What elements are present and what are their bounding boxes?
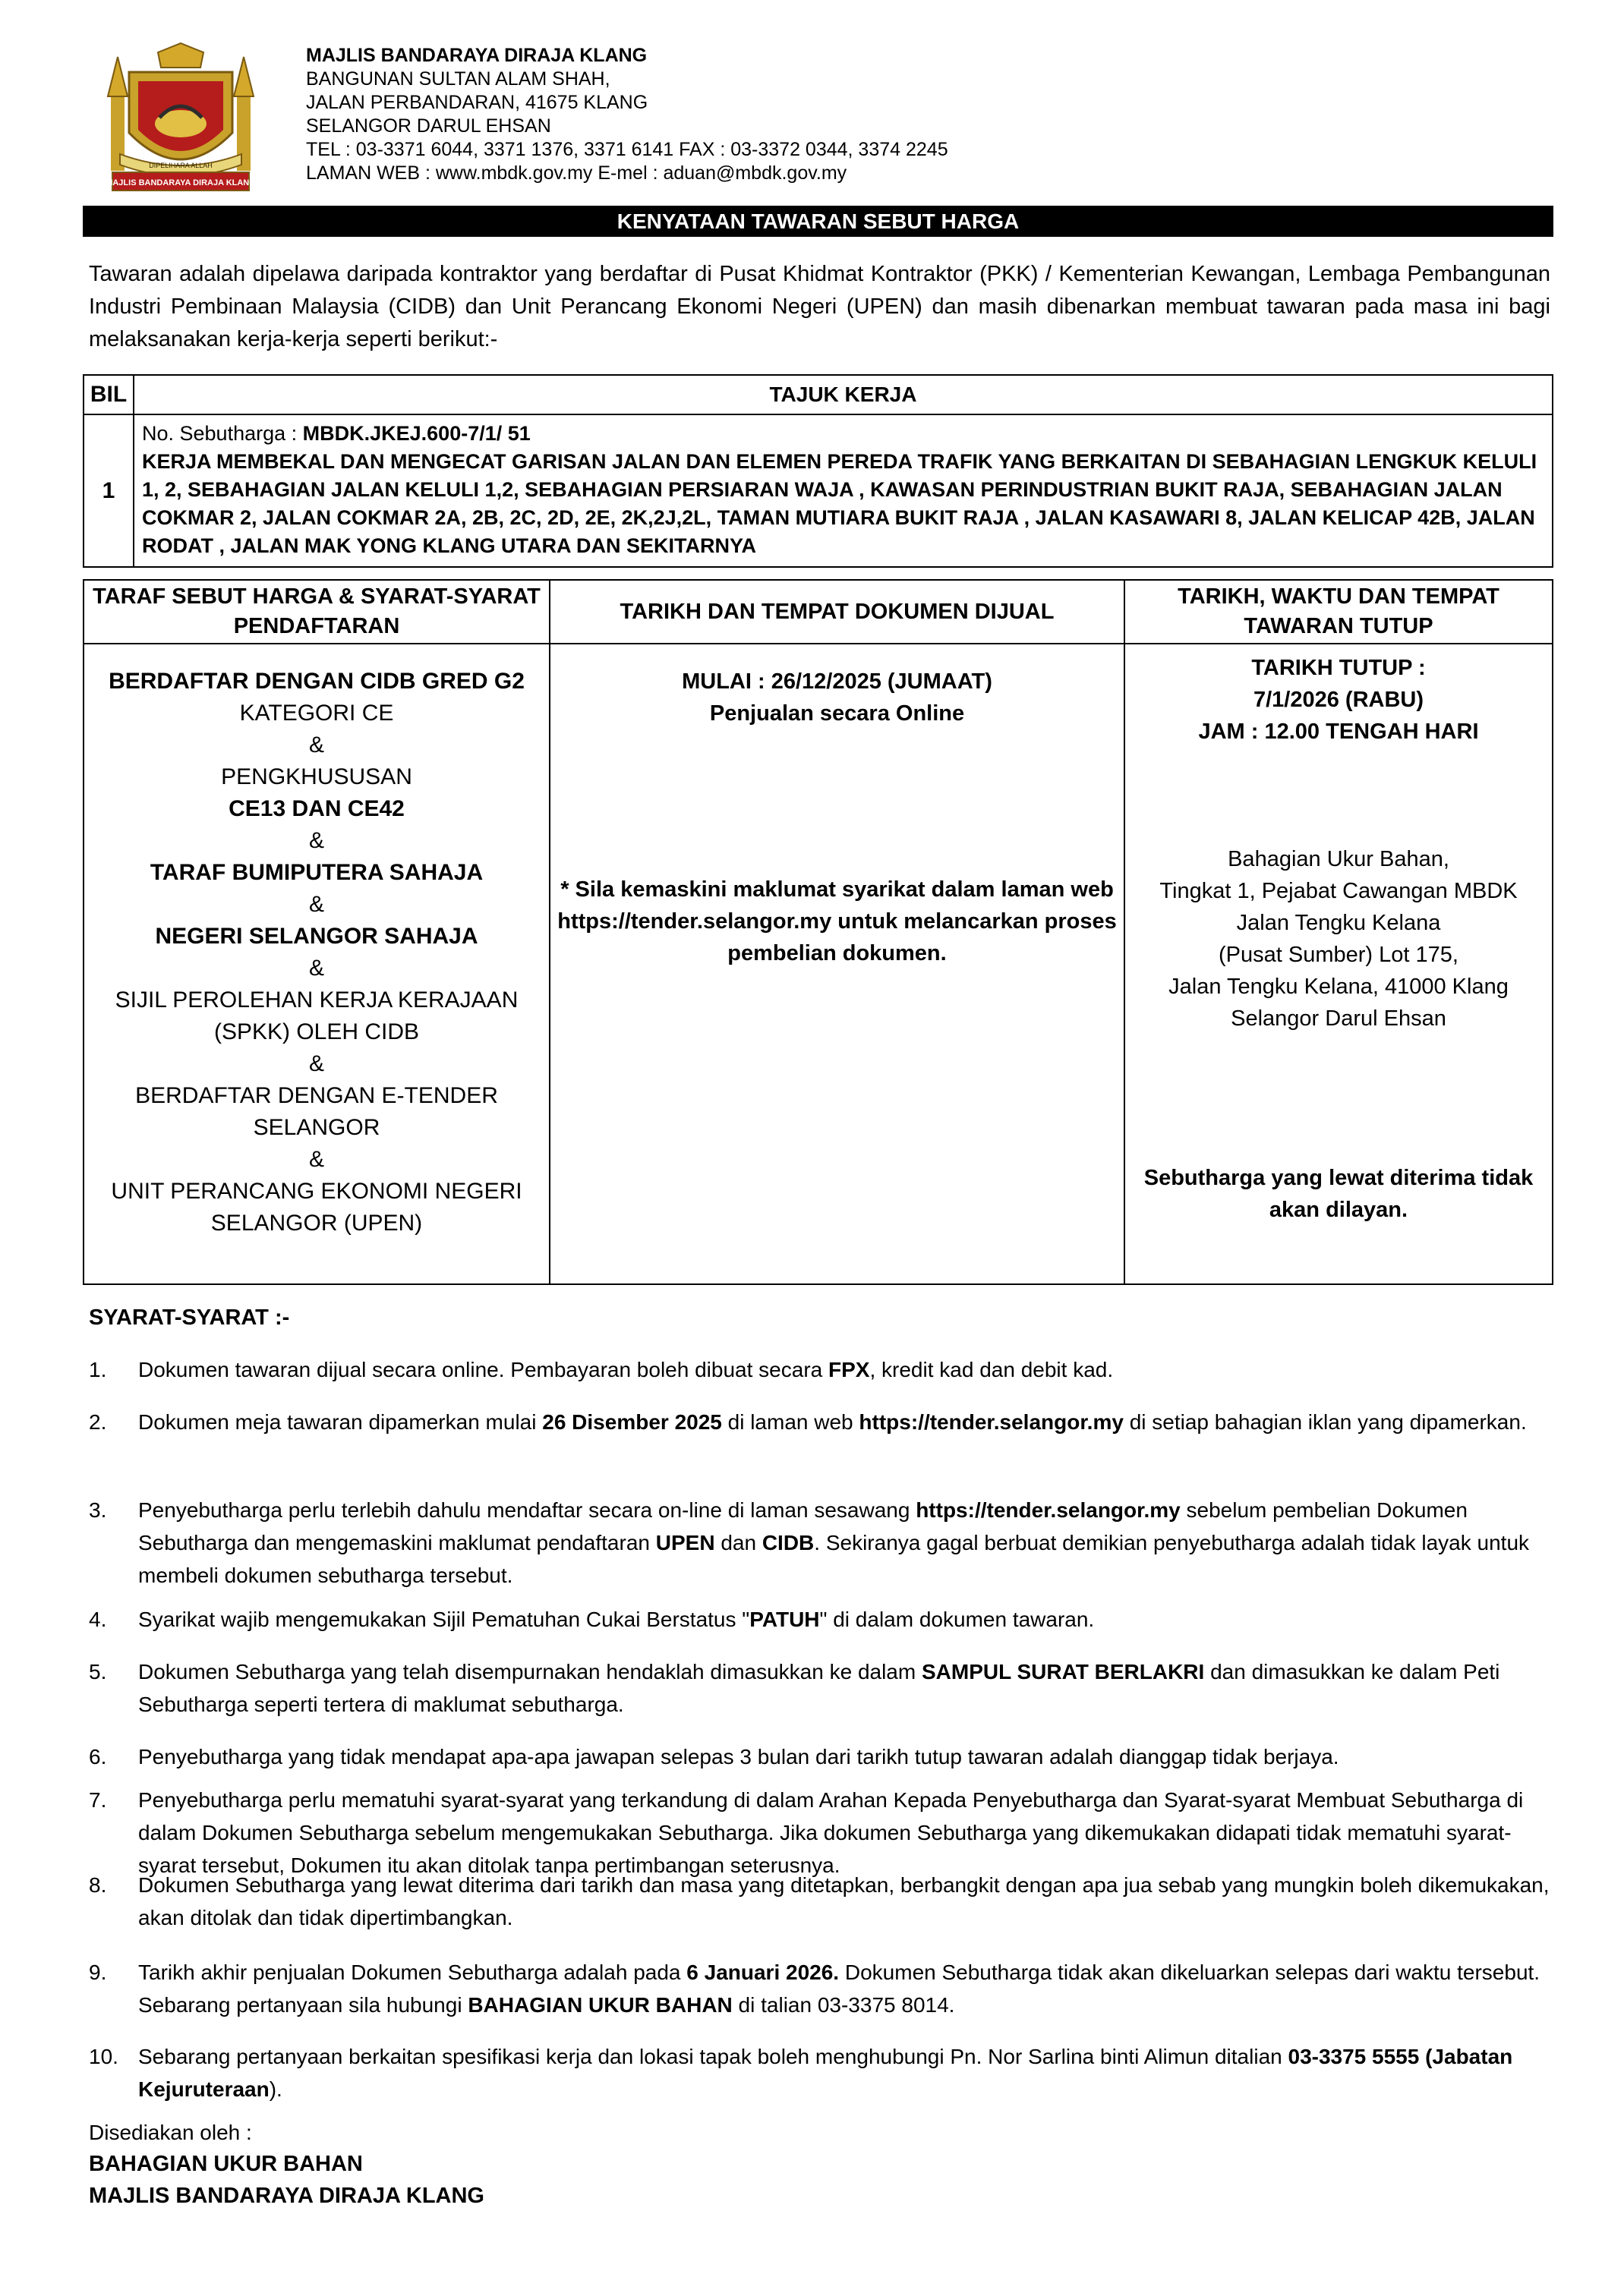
condition-text [138,1603,1550,1636]
quotation-reference [142,420,1544,448]
closing-place-line: (Pusat Sumber) Lot 175, [1219,943,1458,967]
closing-time: JAM : 12.00 TENGAH HARI [1198,720,1479,744]
closing-place-line: Jalan Tengku Kelana [1236,911,1441,935]
condition-segment: " di dalam dokumen tawaran. [819,1608,1095,1631]
requirement-line: & [308,892,324,917]
intro-paragraph: Tawaran adalah dipelawa daripada kontraktor yang berdaftar di Pusat Khidmat Kontraktor (PKK) / Kementerian Kewangan, Lembaga Pembangunan Industri Pembinaan Malaysia (CIDB) dan Unit Perancang Ekonomi Negeri (UPEN) dan masih dibenarkan membuat tawaran pada masa ini bagi melaksanakan kerja-kerja seperti berikut:- [89,262,1550,351]
condition-emphasis: 6 Januari 2026. [686,1961,840,1984]
requirement-line: SELANGOR (UPEN) [210,1211,423,1236]
column-header-bil: BIL [84,375,134,414]
late-submission-note: Sebutharga yang lewat diterima tidak akan dilayan. [1143,1166,1534,1222]
condition-segment: ). [269,2077,282,2101]
condition-segment: Tarikh akhir penjualan Dokumen Sebutharga adalah pada [138,1961,687,1984]
web-email-line: LAMAN WEB : www.mbdk.gov.my E-mel : aduan@mbdk.gov.my [306,162,847,184]
requirement-line: BERDAFTAR DENGAN CIDB GRED G2 [109,669,525,694]
closing-date: 7/1/2026 (RABU) [1253,688,1424,712]
condition-number: 6. [89,1745,107,1768]
condition-segment: Dokumen meja tawaran dipamerkan mulai [138,1410,543,1434]
address-line-2: JALAN PERBANDARAN, 41675 KLANG [306,92,648,113]
condition-text [138,1494,1550,1592]
condition-emphasis: CIDB [762,1531,815,1554]
condition-segment: Dokumen tawaran dijual secara online. Pembayaran boleh dibuat secara [138,1358,828,1381]
condition-segment: dan dimasukkan ke dalam Peti Sebutharga seperti tertera di maklumat sebutharga. [138,1660,1500,1716]
work-title-table [83,374,1553,568]
condition-segment: Dokumen Sebutharga tidak akan dikeluarkan selepas dari waktu tersebut. Sebarang pertanyaan sila hubungi [138,1961,1540,2017]
condition-number: 4. [89,1608,107,1631]
condition-number: 9. [89,1961,107,1984]
requirement-line: SIJIL PEROLEHAN KERJA KERAJAAN [115,987,519,1013]
prepared-by-block [89,2118,484,2212]
requirement-line: & [308,828,324,853]
condition-segment: di setiap bahagian iklan yang dipamerkan. [1123,1410,1527,1434]
closing-place-line: Bahagian Ukur Bahan, [1228,847,1449,871]
condition-segment: Penyebutharga perlu mematuhi syarat-syarat yang terkandung di dalam Arahan Kepada Penyebutharga dan Syarat-syarat Membuat Sebutharga di dalam Dokumen Sebutharga sebelum mengemukakan Sebutharga. Jika dokumen Sebutharga yang dikemukakan didapati tidak mematuhi syarat-syarat tersebut, Dokumen itu akan ditolak tanpa pertimbangan seterusnya. [138,1788,1524,1877]
requirement-line: & [308,1147,324,1172]
condition-text [138,2040,1550,2105]
condition-emphasis: 26 Disember 2025 [542,1410,722,1434]
condition-emphasis: https://tender.selangor.my [916,1498,1181,1522]
prepared-by-department: BAHAGIAN UKUR BAHAN [89,2152,363,2176]
condition-number: 1. [89,1358,107,1381]
closing-place-line: Jalan Tengku Kelana, 41000 Klang [1168,975,1509,999]
requirement-line: & [308,1051,324,1076]
sale-start-date: MULAI : 26/12/2025 (JUMAAT) [682,669,992,694]
closing-details-cell [1124,644,1553,1284]
address-line-1: BANGUNAN SULTAN ALAM SHAH, [306,68,610,90]
crest-banner-text: MAJLIS BANDARAYA DIRAJA KLANG [106,178,256,187]
condition-text [138,1956,1550,2021]
sale-note: * Sila kemaskini maklumat syarikat dalam laman web https://tender.selangor.my untuk melancarkan proses pembelian dokumen. [557,877,1117,965]
condition-segment: di laman web [721,1410,859,1434]
requirement-line: TARAF BUMIPUTERA SAHAJA [150,860,484,885]
quotation-ref-label: No. Sebutharga : [142,422,303,445]
row-number: 1 [84,414,134,567]
condition-emphasis: UPEN [655,1531,715,1554]
condition-segment: Penyebutharga yang tidak mendapat apa-apa jawapan selepas 3 bulan dari tarikh tutup tawaran adalah dianggap tidak berjaya. [138,1745,1339,1768]
document-title: KENYATAAN TAWARAN SEBUT HARGA [83,206,1553,237]
condition-segment: Sebarang pertanyaan berkaitan spesifikasi kerja dan lokasi tapak boleh menghubungi Pn. Nor Sarlina binti Alimun ditalian [138,2045,1288,2068]
crest-ribbon-text: DIPELIHARA ALLAH [149,162,213,169]
requirement-line: SELANGOR [253,1115,380,1140]
prepared-by-label: Disediakan oleh : [89,2121,252,2144]
council-crest-logo [105,42,257,194]
sale-mode: Penjualan secara Online [709,701,965,726]
address-line-3: SELANGOR DARUL EHSAN [306,115,551,137]
condition-segment: Penyebutharga perlu terlebih dahulu mendaftar secara on-line di laman sesawang [138,1498,916,1522]
requirements-list [85,666,548,1239]
condition-number: 3. [89,1498,107,1522]
condition-emphasis: FPX [828,1358,870,1381]
column-header-tajuk-kerja: TAJUK KERJA [134,375,1553,414]
column-header-closing: TARIKH, WAKTU DAN TEMPAT TAWARAN TUTUP [1124,580,1553,644]
condition-segment: . Sekiranya gagal berbuat demikian penyebutharga adalah tidak layak untuk membeli dokumen sebutharga tersebut. [138,1531,1530,1587]
organisation-name: MAJLIS BANDARAYA DIRAJA KLANG [306,45,648,66]
condition-segment: di talian 03-3375 8014. [732,1993,955,2017]
condition-emphasis: PATUH [749,1608,820,1631]
condition-segment: , kredit kad dan debit kad. [869,1358,1114,1381]
conditions-heading: SYARAT-SYARAT :- [89,1305,290,1330]
condition-text [138,1869,1550,1934]
prepared-by-organisation: MAJLIS BANDARAYA DIRAJA KLANG [89,2184,484,2208]
requirement-line: KATEGORI CE [239,701,394,726]
work-title: KERJA MEMBEKAL DAN MENGECAT GARISAN JALAN DAN ELEMEN PEREDA TRAFIK YANG BERKAITAN DI SEBAHAGIAN LENGKUK KELULI 1, 2, SEBAHAGIAN JALAN KELULI 1,2, SEBAHAGIAN PERSIARAN WAJA , KAWASAN PERINDUSTRIAN BUKIT RAJA, SEBAHAGIAN JALAN COKMAR 2, JALAN COKMAR 2A, 2B, 2C, 2D, 2E, 2K,2J,2L, TAMAN MUTIARA BUKIT RAJA , JALAN KASAWARI 8, JALAN KELICAP 42B, JALAN RODAT , JALAN MAK YONG KLANG UTARA DAN SEKITARNYA [142,450,1537,557]
requirement-line: UNIT PERANCANG EKONOMI NEGERI [111,1179,522,1204]
quotation-details-table [83,579,1553,1285]
condition-text [138,1740,1550,1773]
condition-number: 10. [89,2045,118,2068]
condition-number: 2. [89,1410,107,1434]
requirement-line: & [308,956,324,981]
condition-number: 8. [89,1873,107,1897]
condition-segment: dan [714,1531,762,1554]
condition-segment: Dokumen Sebutharga yang telah disempurnakan hendaklah dimasukkan ke dalam [138,1660,922,1683]
requirement-line: BERDAFTAR DENGAN E-TENDER [135,1083,498,1108]
condition-text [138,1784,1550,1882]
condition-number: 7. [89,1788,107,1812]
condition-emphasis: https://tender.selangor.my [859,1410,1124,1434]
condition-number: 5. [89,1660,107,1683]
condition-emphasis: 03-3375 5555 (Jabatan Kejuruteraan [138,2045,1513,2101]
registration-requirements-cell [84,644,550,1284]
contact-line: TEL : 03-3371 6044, 3371 1376, 3371 6141 FAX : 03-3372 0344, 3374 2245 [306,139,948,160]
requirement-line: NEGERI SELANGOR SAHAJA [155,924,478,949]
condition-segment: Dokumen Sebutharga yang lewat diterima dari tarikh dan masa yang ditetapkan, berbangkit dengan apa jua sebab yang mungkin boleh dikemukakan, akan ditolak dan tidak dipertimbangkan. [138,1873,1550,1929]
column-header-document-sale: TARIKH DAN TEMPAT DOKUMEN DIJUAL [550,580,1124,644]
requirement-line: CE13 DAN CE42 [229,796,405,821]
closing-place-line: Tingkat 1, Pejabat Cawangan MBDK [1159,879,1518,903]
closing-label: TARIKH TUTUP : [1251,656,1426,680]
closing-place-line: Selangor Darul Ehsan [1231,1006,1446,1031]
quotation-ref-number: MBDK.JKEJ.600-7/1/ 51 [302,422,531,445]
document-sale-cell [550,644,1124,1284]
requirement-line: & [308,732,324,757]
condition-text [138,1353,1550,1386]
requirement-line: (SPKK) OLEH CIDB [213,1019,420,1044]
column-header-registration: TARAF SEBUT HARGA & SYARAT-SYARAT PENDAFTARAN [84,580,550,644]
requirement-line: PENGKHUSUSAN [221,764,412,789]
condition-text [138,1406,1550,1438]
condition-text [138,1655,1550,1721]
condition-emphasis: BAHAGIAN UKUR BAHAN [468,1993,733,2017]
condition-segment: sebelum pembelian Dokumen Sebutharga dan mengemaskini maklumat pendaftaran [138,1498,1468,1554]
condition-emphasis: SAMPUL SURAT BERLAKRI [921,1660,1205,1683]
work-description-cell [134,414,1553,567]
condition-segment: Syarikat wajib mengemukakan Sijil Pematuhan Cukai Berstatus " [138,1608,750,1631]
organisation-address-block [306,44,1597,185]
